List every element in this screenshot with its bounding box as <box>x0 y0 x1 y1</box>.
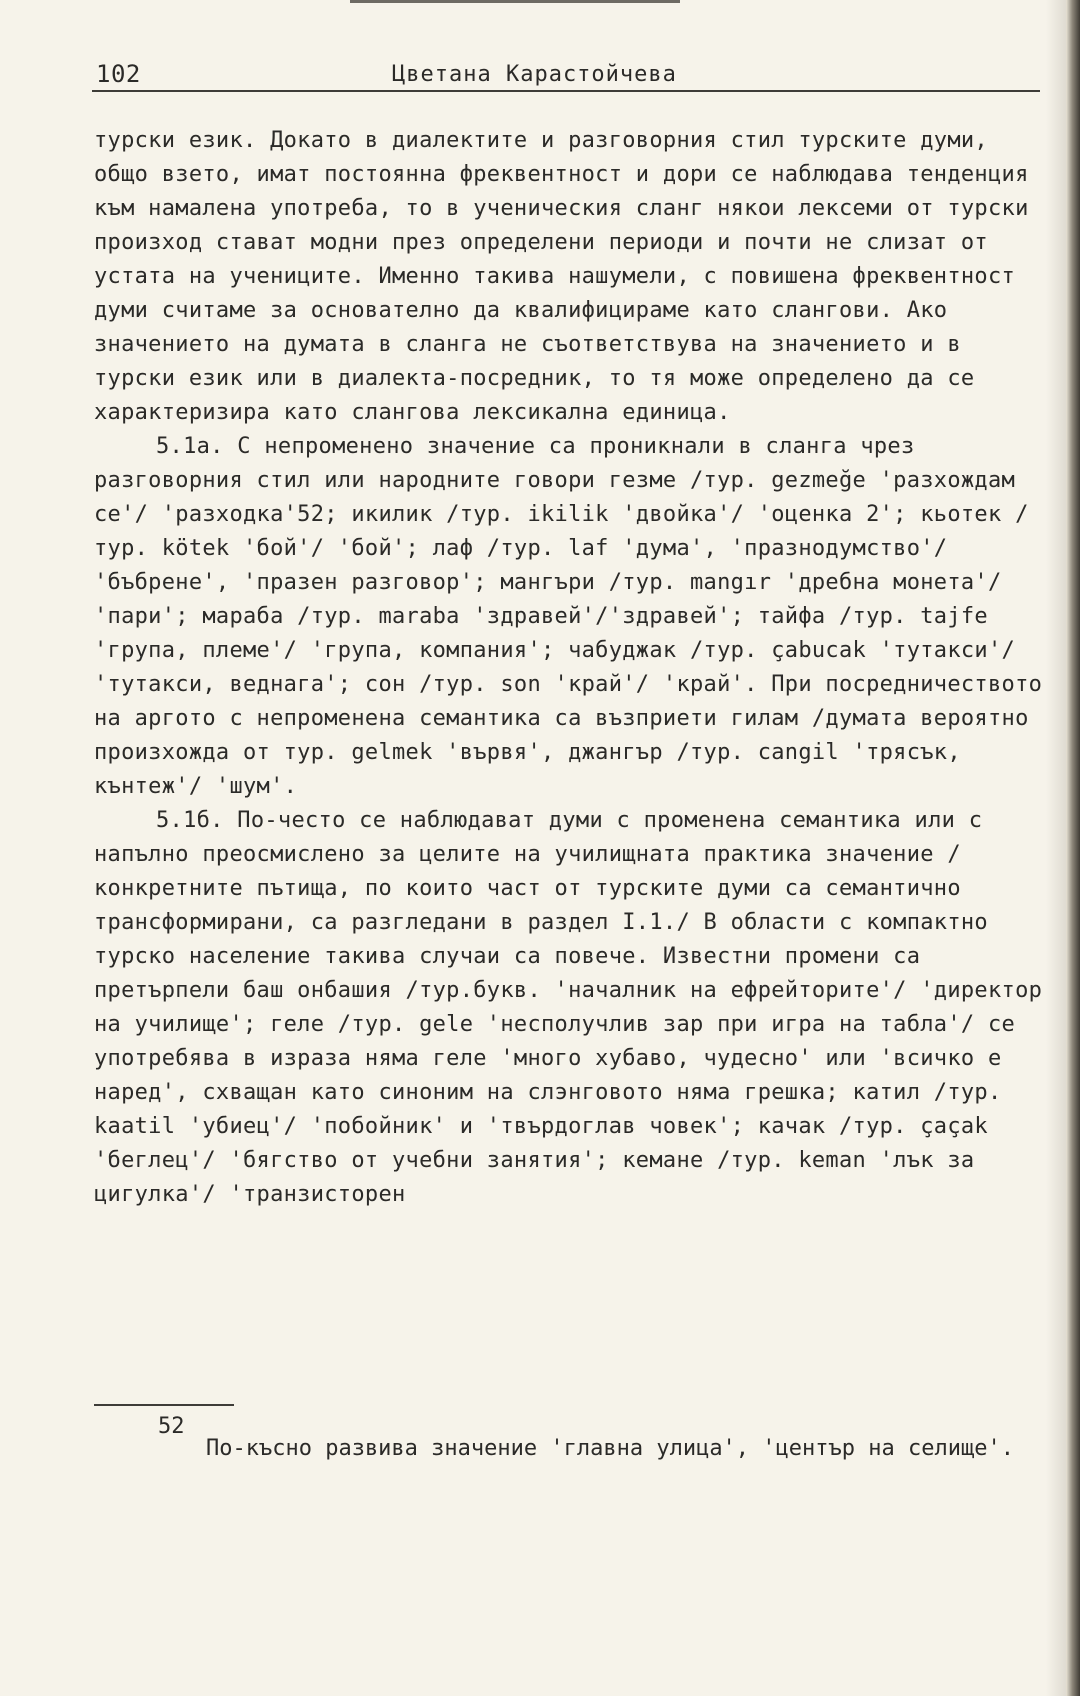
page-number: 102 <box>96 60 141 88</box>
page-edge <box>1066 0 1080 1696</box>
paragraph-2: 5.1а. С непроменено значение са проникнали в сланга чрез разговорния стил или народните говори гезме /тур. gezmeğe 'разхождам се'/ 'разходка'52; икилик /тур. ikilik 'двойка'/ 'оценка 2'; кьотек /тур. kötek 'бой'/ 'бой'; лаф /тур. laf 'дума', 'празнодумство'/ 'бъбрене', 'празен разговор'; мангъри /тур. mangır 'дребна монета'/ 'пари'; мараба /тур. maraba 'здравей'/'здравей'; тайфа /тур. tajfe 'група, племе'/ 'група, компания'; чабуджак /тур. çabucak 'тутакси'/ 'тутакси, веднага'; сон /тур. son 'край'/ 'край'. При посредничеството на аргото с непроменена семантика са възприети гилам /думата вероятно произхожда от тур. gelmek 'вървя', джангър /тур. cangil 'трясък, кънтеж'/ 'шум'. <box>94 434 1043 799</box>
main-text <box>94 124 1046 1212</box>
footnote <box>94 1410 1046 1466</box>
paragraph-3: 5.1б. По-често се наблюдават думи с променена семантика или с напълно преосмислено за целите на училищната практика значение /конкретните пътища, по които част от турските думи са семантично трансформирани, са разгледани в раздел I.1./ В области с компактно турско население такива случаи са повече. Известни промени са претърпели баш онбашия /тур.букв. 'началник на ефрейторите'/ 'директор на училище'; геле /тур. gele 'несполучлив зар при игра на табла'/ се употребява в израза няма геле 'много хубаво, чудесно' или 'всичко е наред', схващан като синоним на слэнговото няма грешка; катил /тур. kaatil 'убиец'/ 'побойник' и 'твърдоглав човек'; качак /тур. çaçak 'беглец'/ 'бягство от учебни занятия'; кемане /тур. keman 'лък за цигулка'/ 'транзисторен <box>94 808 1043 1207</box>
footnote-rule <box>94 1404 234 1406</box>
paragraph-1: турски език. Докато в диалектите и разговорния стил турските думи, общо взето, имат постоянна фреквентност и дори се наблюдава тенденция към намалена употреба, то в ученическия сланг някои лексеми от турски произход стават модни през определени периоди и почти не слизат от устата на учениците. Именно такива нашумели, с повишена фреквентност думи считаме за основателно да квалифицираме като слангови. Ако значението на думата в сланга не съответствува на значението и в турски език или в диалекта-посредник, то тя може определено да се характеризира като слангова лексикална единица. <box>94 128 1029 425</box>
page-header <box>92 60 1042 94</box>
footnote-number: 52 <box>158 1414 185 1439</box>
page-shadow <box>1046 0 1066 1696</box>
running-title: Цветана Карастойчева <box>392 62 677 87</box>
top-border-line <box>350 0 680 3</box>
footnote-text: По-късно развива значение 'главна улица', 'център на селище'. <box>206 1436 1014 1461</box>
header-rule <box>92 90 1040 92</box>
